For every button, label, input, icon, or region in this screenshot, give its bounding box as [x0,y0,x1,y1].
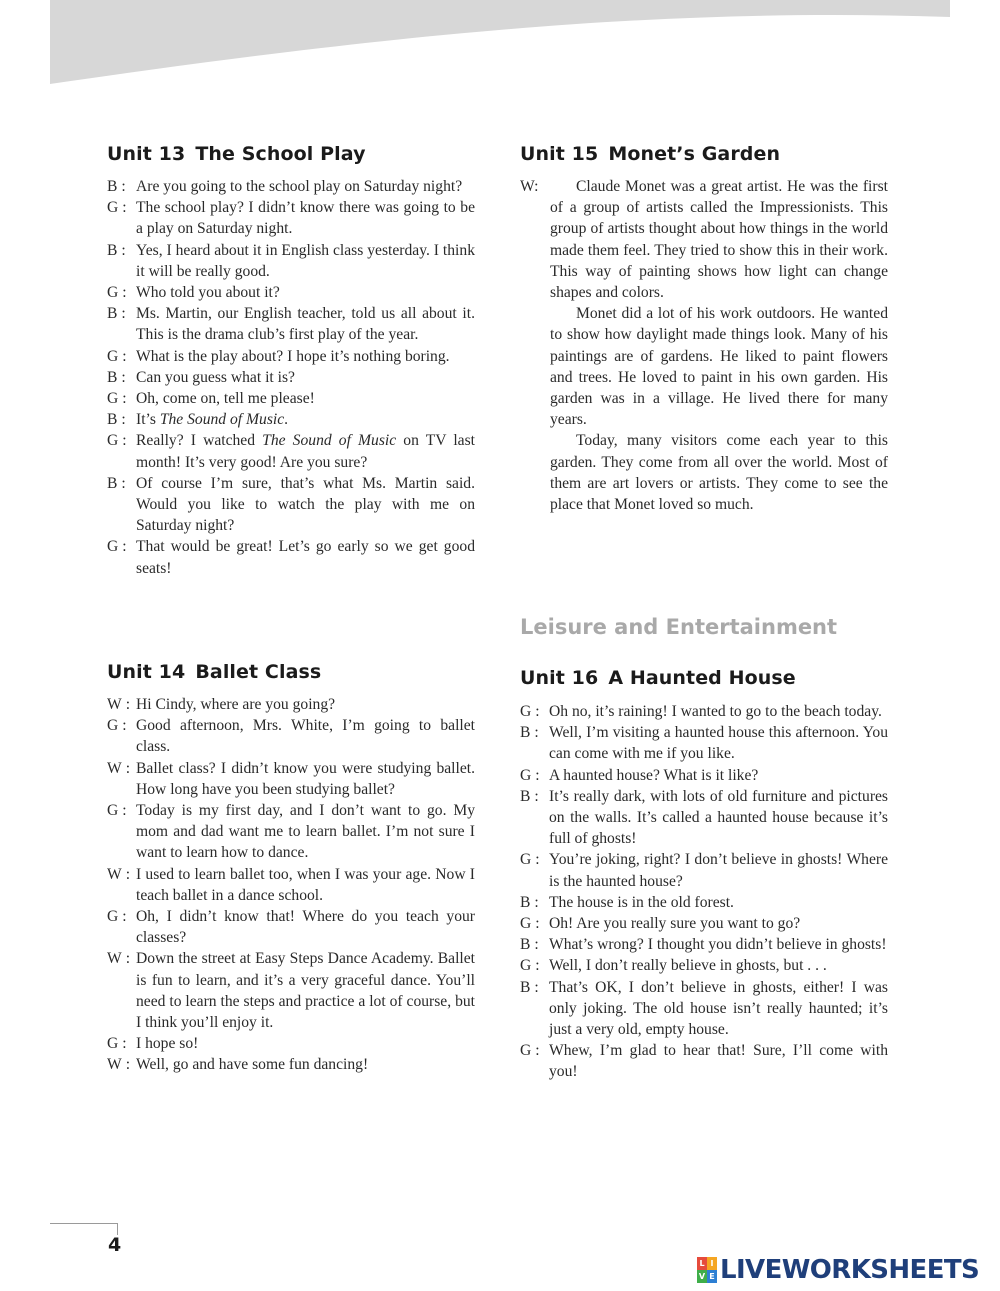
dialogue-line: B : Can you guess what it is? [107,367,475,388]
speaker-label: B : [520,724,539,742]
unit-13-number: Unit 13 [107,143,186,165]
speaker-label: W: [520,178,539,195]
dialogue-line: G : Oh! Are you really sure you want to go? [520,913,888,934]
speaker-label: G : [520,851,540,869]
speaker-label: W : [107,950,131,968]
dialogue-line: G : Today is my first day, and I don’t want to go. My mom and dad want me to learn ballet. I’m not sure I want to learn how to dance. [107,802,475,862]
speaker-label: G : [107,199,127,217]
speaker-label: G : [107,1035,127,1053]
speaker-label: B : [520,936,539,954]
speaker-label: W : [107,696,131,713]
speaker-label: W : [107,865,131,883]
speaker-label: G : [107,802,127,820]
unit-13-title: The School Play [195,143,366,165]
speaker-label: B : [520,978,539,996]
speaker-label: G : [107,538,127,556]
unit-15-monologue [520,176,888,515]
unit-14-title: Ballet Class [195,661,322,683]
unit-15-number: Unit 15 [520,143,599,165]
paragraph: Claude Monet was a great artist. He was the first of a group of artists called the Impressionists. This group of artists thought about how things in the world made them feel. They tried to show this in their work. This way of painting shows how light can change shapes and colors. [550,178,888,302]
speaker-label: W : [107,759,131,777]
dialogue-line: B : Yes, I heard about it in English class yesterday. I think it will be really good. [107,241,475,280]
speaker-label: G : [107,717,127,735]
unit-14-number: Unit 14 [107,661,186,683]
dialogue-line: G : The school play? I didn’t know there was going to be a play on Saturday night. [107,199,475,238]
paragraph: Monet did a lot of his work outdoors. He wanted to show how daylight made things look. Many of his paintings are of gardens. He liked to paint flowers and trees. He loved to paint in his own garden. His garden was in a village. He lived there for many years. [550,305,888,429]
dialogue-line: W : Ballet class? I didn’t know you were studying ballet. How long have you been studying ballet? [107,759,475,798]
dialogue-line: G : You’re joking, right? I don’t believe in ghosts! Where is the haunted house? [520,851,888,890]
dialogue-line: G : Whew, I’m glad to hear that! Sure, I’ll come with you! [520,1042,888,1081]
dialogue-line: G : Really? I watched The Sound of Music on TV last month! It’s very good! Are you sure? [107,432,476,471]
speaker-label: G : [520,703,540,720]
logo-text: LIVEWORKSHEETS [720,1255,980,1285]
dialogue-line: B : Are you going to the school play on Saturday night? [107,176,475,197]
dialogue-line: G : A haunted house? What is it like? [520,765,888,786]
dialogue-line: B : Ms. Martin, our English teacher, told us all about it. This is the drama club’s first play of the year. [107,305,475,344]
speaker-label: B : [107,474,126,492]
header-wave-band [0,0,1000,110]
speaker-label: G : [107,347,127,365]
play-title: The Sound of Music [262,432,397,450]
unit-13-dialogue [107,176,475,579]
dialogue-line: G : Oh, I didn’t know that! Where do you teach your classes? [107,908,475,947]
dialogue-line: W : Hi Cindy, where are you going? [107,694,475,715]
dialogue-line: B : Well, I’m visiting a haunted house this afternoon. You can come with me if you like. [520,724,888,763]
speaker-label: B : [107,411,126,429]
dialogue-line: G : That would be great! Let’s go early so we get good seats! [107,538,475,577]
liveworksheets-logo [697,1255,979,1285]
dialogue-line: W : Well, go and have some fun dancing! [107,1054,475,1075]
paragraph: Today, many visitors come each year to this garden. They come from all over the world. Most of them are art lovers or artists. They come to see the place that Monet loved so much. [550,432,888,514]
dialogue-line: W : Down the street at Easy Steps Dance Academy. Ballet is fun to learn, and it’s a very graceful dance. You’ll need to learn the steps and practice a lot of course, but I think you’ll enjoy it. [107,950,475,1032]
speaker-label: B : [520,893,539,911]
speaker-label: B : [520,787,539,805]
page-number-rule [50,1223,118,1224]
dialogue-line: G : I hope so! [107,1033,475,1054]
unit-16-dialogue [520,701,888,1083]
speaker-label: G : [520,1042,540,1060]
dialogue-line: G : Oh, come on, tell me please! [107,388,475,409]
dialogue-line: G : Who told you about it? [107,282,475,303]
speaker-label: B : [107,178,126,195]
page-number: 4 [108,1234,122,1256]
speaker-label: G : [520,957,540,975]
speaker-label: G : [107,432,127,450]
unit-16-number: Unit 16 [520,667,599,689]
dialogue-line: B : What’s wrong? I thought you didn’t believe in ghosts! [520,934,888,955]
play-title: The Sound of Music [159,411,285,429]
speaker-label: B : [107,368,126,386]
dialogue-line: B : The house is in the old forest. [520,892,888,913]
speaker-label: W : [107,1056,131,1074]
dialogue-line: B : That’s OK, I don’t believe in ghosts, either! I was only joking. The old house isn’t really haunted; it’s just a very old, empty house. [520,978,888,1039]
dialogue-line: W : I used to learn ballet too, when I was your age. Now I teach ballet in a dance school. [107,865,475,904]
unit-16-title: A Haunted House [608,667,796,689]
speaker-label: G : [107,284,127,302]
dialogue-line: B : Of course I’m sure, that’s what Ms. Martin said. Would you like to watch the play with me on Saturday night? [107,474,475,535]
unit-16-heading [520,667,796,689]
unit-14-dialogue [107,694,475,1076]
dialogue-line: G : Well, I don’t really believe in ghosts, but . . . [520,955,888,976]
dialogue-line: G : Good afternoon, Mrs. White, I’m going to ballet class. [107,717,475,756]
speaker-label: G : [520,915,540,933]
speaker-label: G : [107,908,127,926]
speaker-label: B : [107,241,126,259]
monologue-body [550,176,888,515]
unit-15-title: Monet’s Garden [608,143,781,165]
section-heading: Leisure and Entertainment [520,615,838,639]
unit-13-heading [107,143,366,165]
speaker-label: B : [107,305,126,323]
unit-15-heading [520,143,780,165]
dialogue-line: G : Oh no, it’s raining! I wanted to go to the beach today. [520,701,888,722]
logo-badge-icon: L I V E [697,1257,717,1283]
speaker-label: G : [520,766,540,784]
unit-14-heading [107,661,321,683]
speaker-label: G : [107,390,127,408]
dialogue-line: B : It’s really dark, with lots of old furniture and pictures on the walls. It’s called a haunted house because it’s full of ghosts! [520,787,888,848]
dialogue-line: B : It’s The Sound of Music. [107,409,475,430]
dialogue-line: G : What is the play about? I hope it’s nothing boring. [107,346,475,367]
